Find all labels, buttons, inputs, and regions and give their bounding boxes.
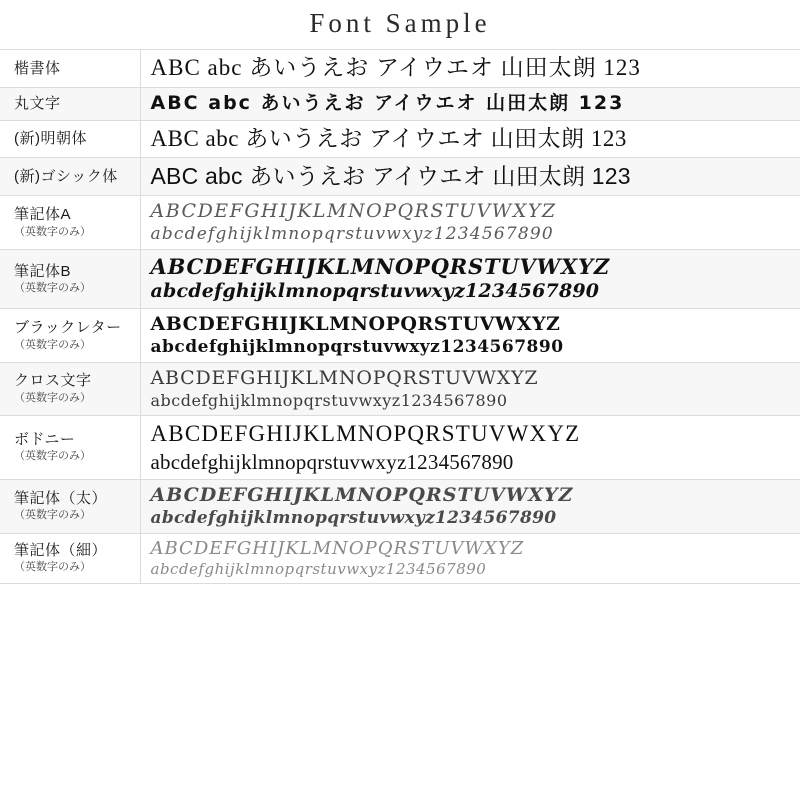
table-row	[0, 363, 800, 416]
font-label: ブラックレター	[14, 319, 122, 337]
sample-line: abcdefghijklmnopqrstuvwxyz1234567890	[150, 223, 554, 244]
font-sample-cell	[140, 158, 800, 196]
font-label-cell	[0, 50, 140, 88]
table-row	[0, 50, 800, 88]
table-row	[0, 87, 800, 120]
font-sample-cell	[140, 415, 800, 479]
table-row	[0, 120, 800, 158]
font-sample-cell	[140, 120, 800, 158]
font-label: 楷書体	[14, 59, 61, 77]
font-label-note: （英数字のみ）	[14, 450, 91, 463]
font-label: クロス文字	[14, 372, 92, 390]
table-row	[0, 309, 800, 363]
font-label-cell	[0, 158, 140, 196]
sample-line: abcdefghijklmnopqrstuvwxyz1234567890	[150, 449, 514, 474]
sample-line: abcdefghijklmnopqrstuvwxyz1234567890	[150, 390, 508, 410]
sample-line: ABC abc あいうえお アイウエオ 山田太朗 123	[150, 55, 641, 80]
font-sample-cell	[140, 309, 800, 363]
font-label: (新)ゴシック体	[14, 167, 118, 185]
sample-line: ABCDEFGHIJKLMNOPQRSTUVWXYZ	[150, 200, 557, 222]
font-label-note: （英数字のみ）	[14, 338, 91, 351]
table-row	[0, 250, 800, 309]
sample-line: ABCDEFGHIJKLMNOPQRSTUVWXYZ	[150, 313, 561, 335]
font-label: (新)明朝体	[14, 130, 87, 148]
sample-line: abcdefghijklmnopqrstuvwxyz1234567890	[150, 560, 487, 579]
font-label-note: （英数字のみ）	[14, 561, 91, 574]
font-label: ボドニー	[14, 430, 76, 448]
sample-line: ABC abc あいうえお アイウエオ 山田太朗 123	[150, 125, 627, 151]
sample-line: abcdefghijklmnopqrstuvwxyz1234567890	[150, 507, 557, 528]
font-sample-cell	[140, 250, 800, 309]
font-label: 丸文字	[14, 94, 61, 112]
sample-line: ABCDEFGHIJKLMNOPQRSTUVWXYZ	[150, 483, 574, 506]
sample-line: abcdefghijklmnopqrstuvwxyz1234567890	[150, 336, 564, 357]
sample-line: ABC abc あいうえお アイウエオ 山田太朗 123	[150, 163, 631, 190]
font-label-cell	[0, 363, 140, 416]
font-label-cell	[0, 533, 140, 583]
font-label-cell	[0, 415, 140, 479]
font-sample-cell	[140, 50, 800, 88]
font-label: 筆記体（太）	[14, 489, 108, 507]
sample-line: abcdefghijklmnopqrstuvwxyz1234567890	[150, 280, 600, 303]
font-sample-table	[0, 49, 800, 584]
font-label: 筆記体（細）	[14, 541, 108, 559]
font-label-cell	[0, 196, 140, 250]
table-row	[0, 196, 800, 250]
table-row	[0, 158, 800, 196]
font-label-note: （英数字のみ）	[14, 509, 91, 522]
font-sample-cell	[140, 479, 800, 533]
sample-line: ABCDEFGHIJKLMNOPQRSTUVWXYZ	[150, 367, 539, 389]
font-label-cell	[0, 479, 140, 533]
font-sample-cell	[140, 87, 800, 120]
sample-line: ABCDEFGHIJKLMNOPQRSTUVWXYZ	[150, 537, 525, 559]
font-sample-cell	[140, 533, 800, 583]
sample-line: ABCDEFGHIJKLMNOPQRSTUVWXYZ	[150, 254, 610, 279]
page-title: Font Sample	[309, 8, 491, 38]
font-label-cell	[0, 120, 140, 158]
font-label: 筆記体B	[14, 262, 72, 280]
font-sample-cell	[140, 363, 800, 416]
table-row	[0, 415, 800, 479]
font-sample-cell	[140, 196, 800, 250]
table-row	[0, 479, 800, 533]
sample-line: ABCDEFGHIJKLMNOPQRSTUVWXYZ	[150, 420, 581, 446]
sample-line: ABC abc あいうえお アイウエオ 山田太朗 123	[150, 91, 625, 114]
table-row	[0, 533, 800, 583]
font-label-cell	[0, 250, 140, 309]
font-label-note: （英数字のみ）	[14, 225, 91, 238]
font-label-note: （英数字のみ）	[14, 391, 91, 404]
font-label-note: （英数字のみ）	[14, 282, 91, 295]
font-label-cell	[0, 87, 140, 120]
font-label: 筆記体A	[14, 206, 72, 224]
font-label-cell	[0, 309, 140, 363]
